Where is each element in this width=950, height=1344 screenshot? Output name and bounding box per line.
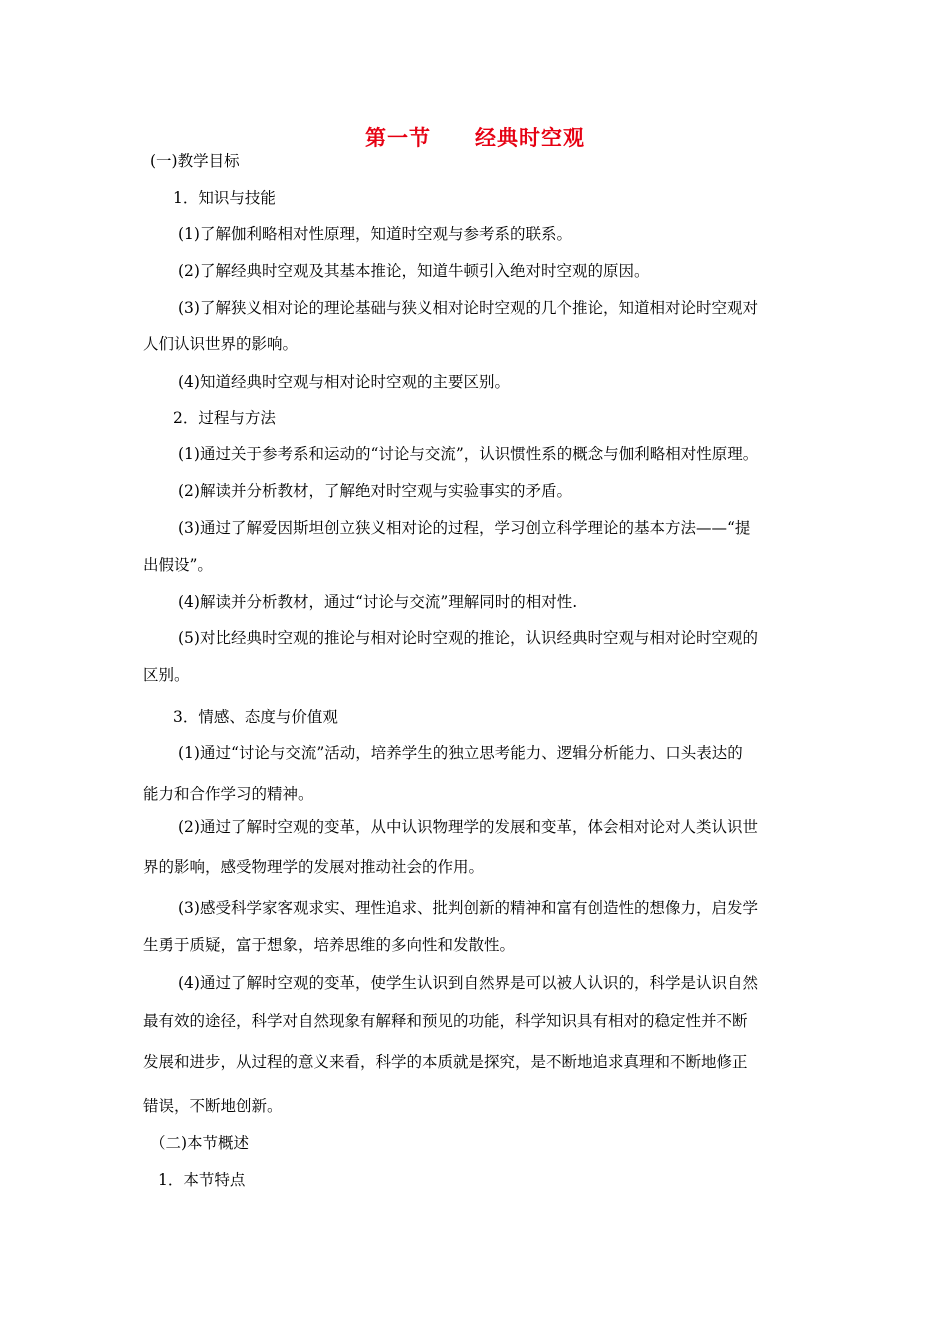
subheading-attitudes-values: 3．情感、态度与价值观 [173,708,338,726]
paragraph-line: 错误，不断地创新。 [143,1097,283,1115]
paragraph-line: (4)知道经典时空观与相对论时空观的主要区别。 [178,373,510,391]
paragraph-line: 生勇于质疑，富于想象，培养思维的多向性和发散性。 [143,936,516,954]
paragraph-line: (4)解读并分析教材，通过“讨论与交流”理解同时的相对性. [178,593,578,611]
paragraph-line: (3)感受科学家客观求实、理性追求、批判创新的精神和富有创造性的想像力，启发学 [178,899,758,917]
paragraph-line: 发展和进步，从过程的意义来看，科学的本质就是探究，是不断地追求真理和不断地修正 [143,1053,748,1071]
subheading-knowledge-skills: 1．知识与技能 [173,189,276,207]
paragraph-line: 能力和合作学习的精神。 [143,785,314,803]
section-title: 第一节 经典时空观 [365,125,585,150]
paragraph-line: (5)对比经典时空观的推论与相对论时空观的推论，认识经典时空观与相对论时空观的 [178,629,758,647]
paragraph-line: (1)通过“讨论与交流”活动，培养学生的独立思考能力、逻辑分析能力、口头表达的 [178,744,743,762]
paragraph-line: (3)了解狭义相对论的理论基础与狭义相对论时空观的几个推论，知道相对论时空观对 [178,299,758,317]
paragraph-line: (1)通过关于参考系和运动的“讨论与交流”，认识惯性系的概念与伽利略相对性原理。 [178,445,759,463]
heading-section-overview: （二)本节概述 [150,1134,250,1152]
paragraph-line: (2)了解经典时空观及其基本推论，知道牛顿引入绝对时空观的原因。 [178,262,650,280]
paragraph-line: 界的影响，感受物理学的发展对推动社会的作用。 [143,858,485,876]
heading-teaching-goals: (一)教学目标 [150,152,240,170]
subheading-process-methods: 2．过程与方法 [173,409,276,427]
paragraph-line: 区别。 [143,666,190,684]
paragraph-line: (1)了解伽利略相对性原理，知道时空观与参考系的联系。 [178,225,572,243]
paragraph-line: (3)通过了解爱因斯坦创立狭义相对论的过程，学习创立科学理论的基本方法——“提 [178,519,751,537]
paragraph-line: 出假设”。 [143,556,213,574]
paragraph-line: (2)通过了解时空观的变革，从中认识物理学的发展和变革，体会相对论对人类认识世 [178,818,758,836]
paragraph-line: (2)解读并分析教材，了解绝对时空观与实验事实的矛盾。 [178,482,572,500]
paragraph-line: 最有效的途径，科学对自然现象有解释和预见的功能，科学知识具有相对的稳定性并不断 [143,1012,748,1030]
paragraph-line: 人们认识世界的影响。 [143,335,299,353]
paragraph-line: (4)通过了解时空观的变革，使学生认识到自然界是可以被人认识的，科学是认识自然 [178,974,758,992]
subheading-section-features: 1．本节特点 [158,1171,246,1189]
